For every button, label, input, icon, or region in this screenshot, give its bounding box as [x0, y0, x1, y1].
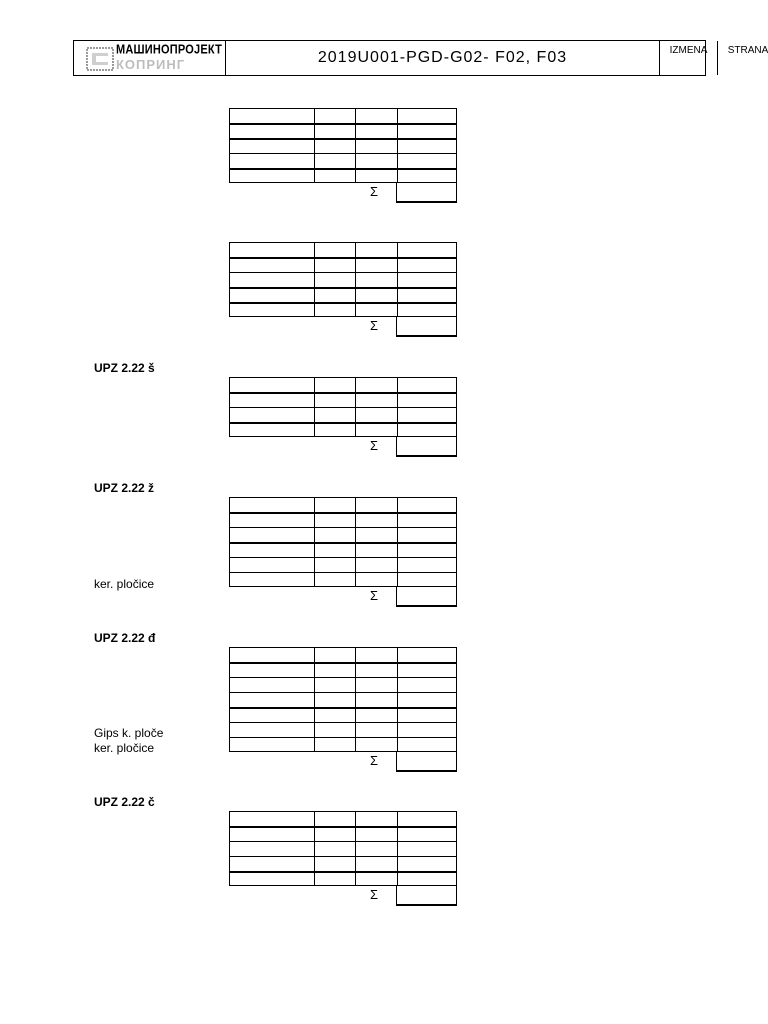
company-logo-icon — [86, 45, 114, 73]
quantity-table-1 — [229, 108, 457, 203]
table-row — [229, 856, 457, 871]
table-row — [229, 512, 457, 527]
sum-value-cell — [396, 317, 457, 337]
table-row — [229, 677, 457, 692]
table-row — [229, 871, 457, 886]
sum-row — [229, 317, 457, 337]
table-row — [229, 572, 457, 587]
sum-value-cell — [396, 752, 457, 772]
table-row — [229, 542, 457, 557]
sum-row — [229, 183, 457, 203]
table-row — [229, 272, 457, 287]
table-row — [229, 811, 457, 826]
section-title: UPZ 2.22 č — [94, 795, 155, 809]
quantity-table-4 — [229, 497, 457, 607]
sum-row — [229, 886, 457, 906]
table-row — [229, 662, 457, 677]
table-row — [229, 108, 457, 123]
sum-value-cell — [396, 183, 457, 203]
table-row — [229, 153, 457, 168]
document-code: 2019U001-PGD-G02- F02, F03 — [226, 41, 660, 75]
strana-label: STRANA — [727, 45, 768, 56]
table-row — [229, 377, 457, 392]
sum-row — [229, 437, 457, 457]
quantity-table-2 — [229, 242, 457, 337]
sum-value-cell — [396, 437, 457, 457]
logo-text-bottom: КОПРИНГ — [116, 57, 186, 72]
table-row — [229, 722, 457, 737]
table-row — [229, 707, 457, 722]
sum-row — [229, 587, 457, 607]
sum-symbol: Σ — [370, 753, 379, 768]
izmena-label: IZMENA — [660, 41, 718, 75]
logo-cell — [74, 41, 226, 75]
table-row — [229, 392, 457, 407]
table-row — [229, 168, 457, 183]
material-label: ker. pločice — [94, 577, 155, 591]
table-row — [229, 527, 457, 542]
table-row — [229, 302, 457, 317]
table-row — [229, 257, 457, 272]
table-row — [229, 138, 457, 153]
table-row — [229, 557, 457, 572]
table-row — [229, 692, 457, 707]
table-row — [229, 841, 457, 856]
section-title: UPZ 2.22 đ — [94, 631, 156, 645]
table-row — [229, 422, 457, 437]
sum-value-cell — [396, 886, 457, 906]
table-row — [229, 242, 457, 257]
sum-row — [229, 752, 457, 772]
logo-text-top: МАШИНОПРОЈЕКТ — [116, 43, 222, 57]
table-row — [229, 826, 457, 841]
section-title: UPZ 2.22 š — [94, 361, 155, 375]
table-row — [229, 287, 457, 302]
table-row — [229, 407, 457, 422]
document-header — [73, 40, 768, 76]
quantity-table-5 — [229, 647, 457, 772]
table-row — [229, 647, 457, 662]
section-title: UPZ 2.22 ž — [94, 481, 155, 495]
table-row — [229, 497, 457, 512]
sum-symbol: Σ — [370, 887, 379, 902]
material-label: ker. pločice — [94, 741, 155, 755]
sum-symbol: Σ — [370, 438, 379, 453]
table-row — [229, 123, 457, 138]
material-label: Gips k. ploče — [94, 726, 164, 740]
sum-symbol: Σ — [370, 318, 379, 333]
sum-value-cell — [396, 587, 457, 607]
sum-symbol: Σ — [370, 184, 379, 199]
quantity-table-6 — [229, 811, 457, 906]
table-row — [229, 737, 457, 752]
quantity-table-3 — [229, 377, 457, 457]
sum-symbol: Σ — [370, 588, 379, 603]
